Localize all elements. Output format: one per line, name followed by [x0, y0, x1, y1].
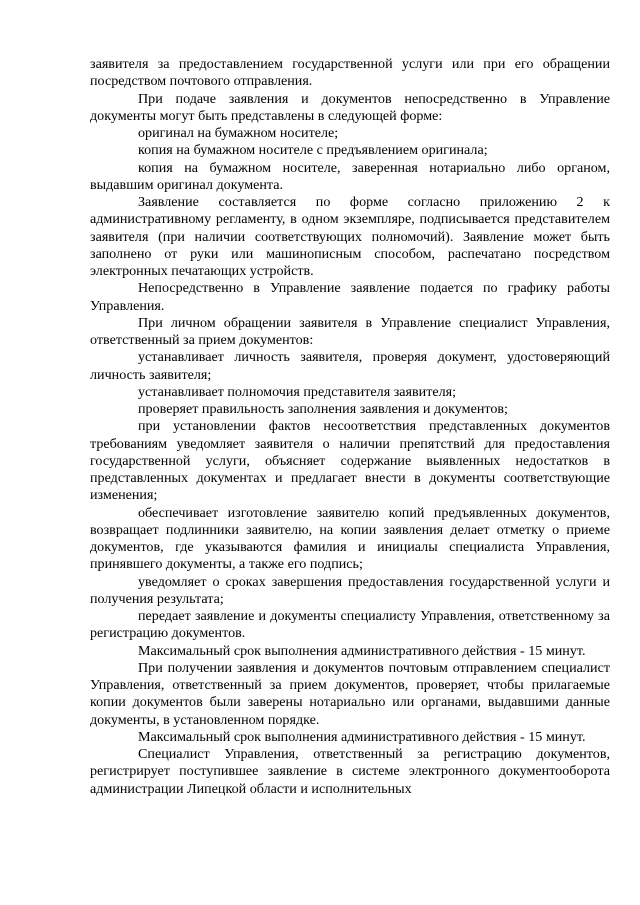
- paragraph-3: оригинал на бумажном носителе;: [138, 125, 339, 141]
- paragraph-8: При личном обращении заявителя в Управление специалист Управления, ответственный за прием документов:: [90, 314, 610, 348]
- paragraph-18: Максимальный срок выполнения административного действия - 15 минут.: [138, 728, 586, 745]
- paragraph-15: передает заявление и документы специалисту Управления, ответственному за регистрацию документов.: [90, 608, 610, 642]
- document-page: [90, 56, 610, 798]
- paragraph-17: При получении заявления и документов почтовым отправлением специалист Управления, ответственный за прием документов, проверяет, чтобы прилагаемые копии документов были заверены нотариально или органами, выдавшими данные документы, в установленном порядке.: [90, 659, 610, 728]
- paragraph-11: проверяет правильность заполнения заявления и документов;: [138, 401, 508, 417]
- paragraph-10: устанавливает полномочия представителя заявителя;: [138, 383, 457, 400]
- paragraph-5: копия на бумажном носителе, заверенная нотариально либо органом, выдавшим оригинал документа.: [90, 159, 610, 193]
- paragraph-14: уведомляет о сроках завершения предоставления государственной услуги и получения результата;: [90, 573, 610, 607]
- paragraph-12: при установлении фактов несоответствия представленных документов требованиям уведомляет заявителя о наличии препятствий для предоставления государственной услуги, объясняет содержание выявленных недостатков в представленных документах и предлагает внести в документы соответствующие изменения;: [90, 418, 610, 504]
- paragraph-6: Заявление составляется по форме согласно приложению 2 к административному регламенту, в одном экземпляре, подписывается представителем заявителя (при наличии соответствующих полномочий). Заявление может быть заполнено от руки или машинописным способом, распечатано посредством электронных печатающих устройств.: [90, 194, 610, 279]
- paragraph-7: Непосредственно в Управление заявление подается по графику работы Управления.: [90, 280, 610, 314]
- paragraph-13: обеспечивает изготовление заявителю копий предъявленных документов, возвращает подлинники заявителю, на копии заявления делает отметку о приеме документов, где указываются фамилия и инициалы специалиста Управления, принявшего документы, а также его подпись;: [90, 504, 610, 573]
- paragraph-16: Максимальный срок выполнения административного действия - 15 минут.: [138, 642, 586, 659]
- paragraph-4: копия на бумажном носителе с предъявлением оригинала;: [138, 142, 488, 159]
- paragraph-19: Специалист Управления, ответственный за регистрацию документов, регистрирует поступившее заявление в системе электронного документооборота администрации Липецкой области и исполнительных: [90, 746, 610, 797]
- paragraph-1: заявителя за предоставлением государственной услуги или при его обращении посредством почтового отправления.: [90, 56, 610, 90]
- paragraph-9: устанавливает личность заявителя, проверяя документ, удостоверяющий личность заявителя;: [90, 349, 610, 383]
- paragraph-2: При подаче заявления и документов непосредственно в Управление документы могут быть представлены в следующей форме:: [90, 90, 610, 124]
